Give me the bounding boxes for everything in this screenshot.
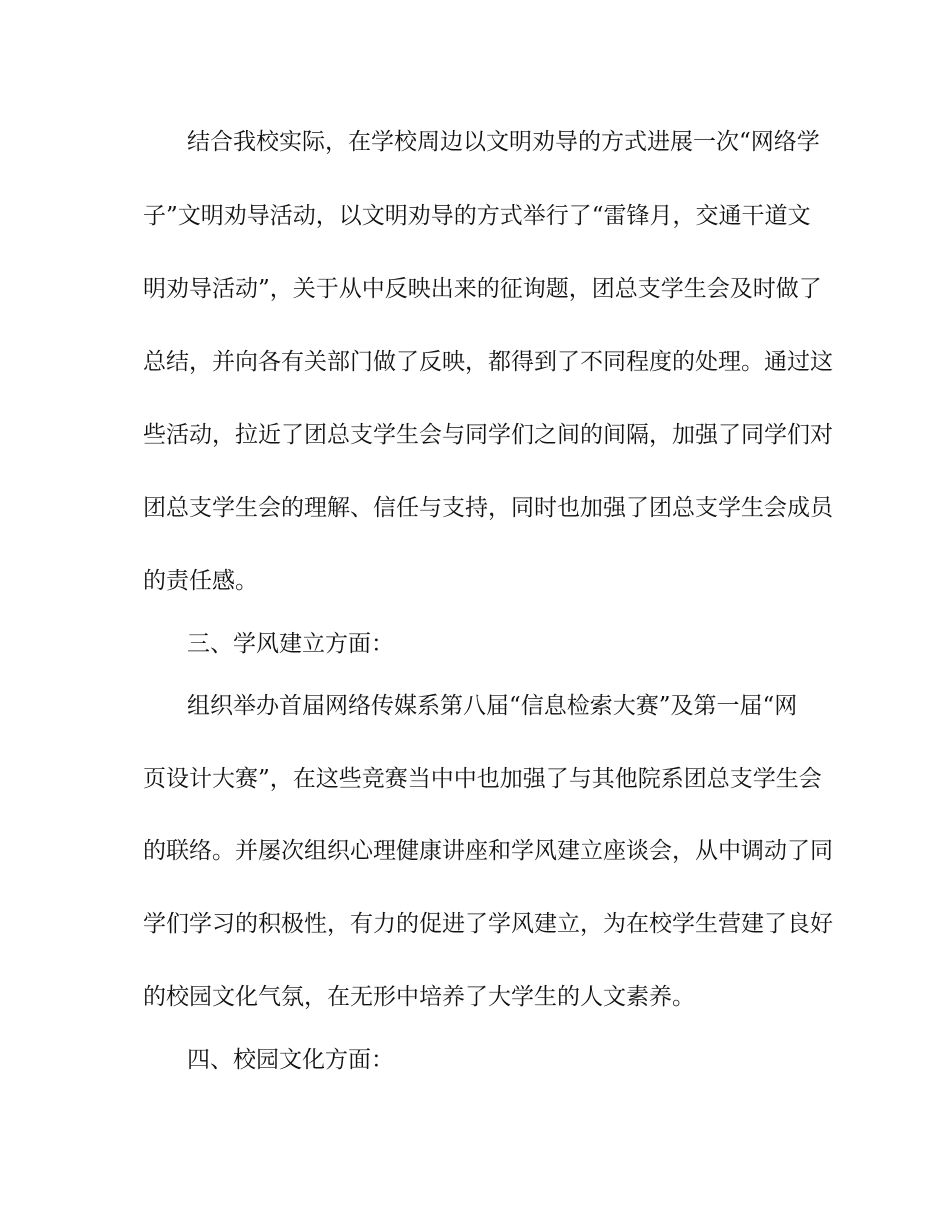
paragraph-line: 团总支学生会的理解、信任与支持，同时也加强了团总支学生会成员 — [143, 495, 833, 521]
paragraph-line: 组织举办首届网络传媒系第八届“信息检索大赛”及第一届“网 — [187, 693, 798, 719]
paragraph-line: 结合我校实际，在学校周边以文明劝导的方式进展一次“网络学 — [187, 129, 820, 155]
paragraph-line: 些活动，拉近了团总支学生会与同学们之间的间隔，加强了同学们对 — [143, 422, 833, 448]
paragraph-line: 子”文明劝导活动，以文明劝导的方式举行了“雷锋月，交通干道文 — [143, 203, 811, 229]
section-heading: 四、校园文化方面： — [187, 1047, 394, 1073]
section-heading: 三、学风建立方面： — [187, 631, 394, 657]
paragraph-line: 的联络。并屡次组织心理健康讲座和学风建立座谈会，从中调动了同 — [143, 838, 833, 864]
paragraph-line: 的责任感。 — [143, 568, 258, 594]
paragraph-line: 学们学习的积极性，有力的促进了学风建立，为在校学生营建了良好 — [143, 911, 833, 937]
paragraph-line: 总结，并向各有关部门做了反映，都得到了不同程度的处理。通过这 — [143, 349, 833, 375]
paragraph-line: 的校园文化气氛，在无形中培养了大学生的人文素养。 — [143, 984, 695, 1010]
paragraph-line: 页设计大赛”，在这些竞赛当中中也加强了与其他院系团总支学生会 — [143, 766, 822, 792]
paragraph-line: 明劝导活动”，关于从中反映出来的征询题，团总支学生会及时做了 — [143, 276, 822, 302]
